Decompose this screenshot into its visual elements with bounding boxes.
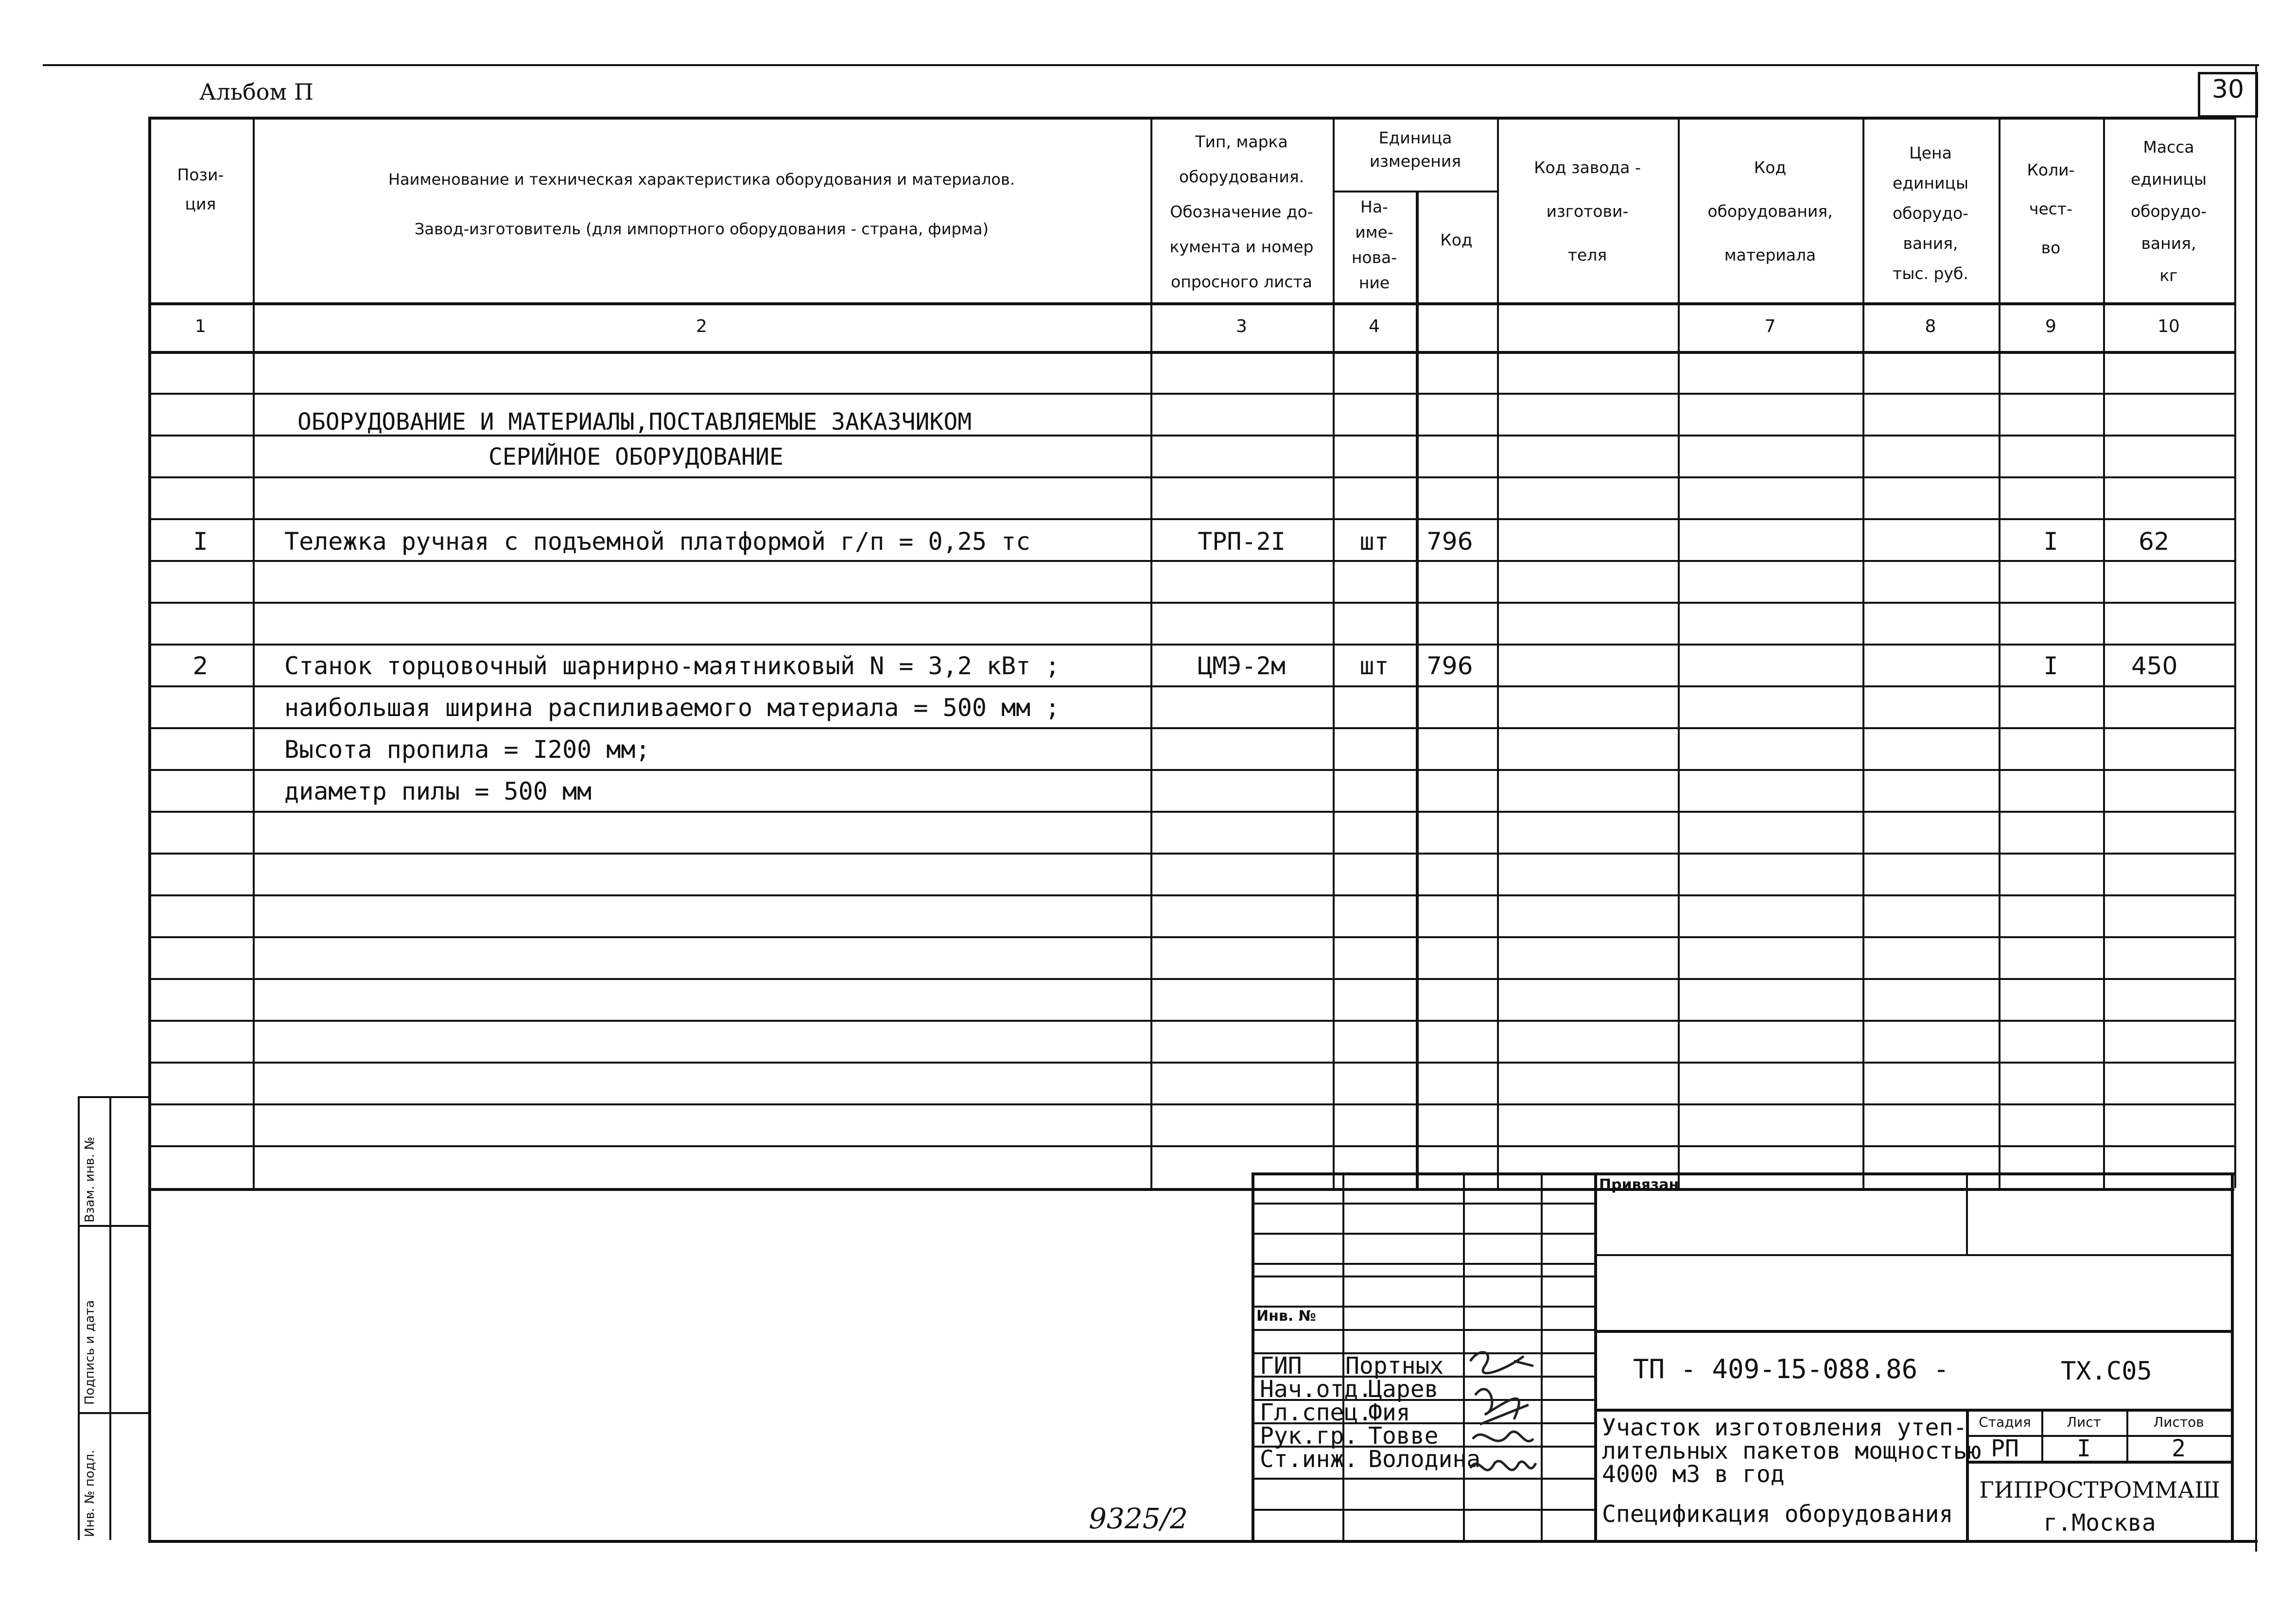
tb-line (1252, 1263, 1594, 1265)
header-factory-code: Код завода - изготови- теля (1534, 158, 1641, 264)
handwritten-ref: 9325/2 (1089, 1502, 1188, 1535)
side-line (78, 1096, 148, 1098)
col-number: 4 (1369, 316, 1380, 336)
tb-line (1594, 1172, 1597, 1540)
side-line (78, 1096, 80, 1540)
row-line (148, 936, 2234, 938)
row-line (148, 727, 2234, 729)
doc-title: Спецификация оборудования (1602, 1501, 1953, 1528)
tb-line (1594, 1409, 2231, 1412)
col-line (1497, 117, 1499, 1188)
col-number: 3 (1236, 316, 1247, 336)
header-bottom-line (148, 302, 2234, 305)
sheet-bottom-border (148, 1540, 2258, 1543)
tb-line (1463, 1172, 1465, 1540)
tb-line (1541, 1172, 1543, 1540)
tb-line (1966, 1172, 1968, 1254)
sheet-value: I (2077, 1435, 2091, 1462)
row-name-line: наибольшая ширина распиливаемого материала = 500 мм ; (284, 694, 1060, 722)
row-unit: шт (1359, 652, 1389, 680)
row-line (148, 1062, 2234, 1064)
header-name-line1: Наименование и техническая характеристика оборудования и материалов. (388, 170, 1015, 189)
side-line (109, 1096, 111, 1540)
title-line: 4000 м3 в год (1602, 1461, 1785, 1488)
row-line (148, 476, 2234, 478)
sheets-label: Листов (2153, 1414, 2204, 1430)
side-label-inv-orig: Инв. № подл. (83, 1450, 97, 1537)
tb-line (1252, 1172, 1254, 1540)
section-title: ОБОРУДОВАНИЕ И МАТЕРИАЛЫ,ПОСТАВЛЯЕМЫЕ ЗАКАЗЧИКОМ (297, 408, 972, 436)
row-mass: 62 (2139, 527, 2170, 556)
row-line (148, 1145, 2234, 1147)
header-type: Тип, марка оборудования. Обозначение до- кумента и номер опросного листа (1169, 132, 1314, 291)
signatures-graphic (1465, 1342, 1538, 1487)
row-line (148, 518, 2234, 520)
title-line: Участок изготовления утеп- (1602, 1414, 1967, 1441)
col-number: 9 (2045, 316, 2056, 336)
row-line (148, 644, 2234, 646)
row-unit-code: 796 (1426, 652, 1473, 680)
row-name-line: Высота пропила = I200 мм; (284, 735, 650, 764)
signer-role: Гл.спец. (1260, 1399, 1373, 1426)
sheet-top-border (43, 64, 2259, 66)
header-equipment-code: Код оборудования, материала (1707, 158, 1833, 264)
row-qty: I (2043, 652, 2058, 680)
row-line (148, 811, 2234, 813)
row-line (148, 393, 2234, 395)
row-line (148, 853, 2234, 855)
row-type: ЦМЭ-2м (1198, 652, 1286, 680)
row-unit-code: 796 (1426, 527, 1473, 556)
row-line (148, 978, 2234, 980)
section-subtitle: СЕРИЙНОЕ ОБОРУДОВАНИЕ (488, 443, 783, 471)
col-line (253, 117, 255, 1188)
sheet-label: Лист (2067, 1414, 2101, 1430)
col-number: 8 (1925, 316, 1936, 336)
row-line (148, 602, 2234, 604)
row-unit: шт (1359, 527, 1389, 556)
signer-name: Товве (1368, 1422, 1439, 1450)
tb-line (1252, 1509, 1594, 1511)
side-line (78, 1412, 148, 1414)
tb-line (1252, 1233, 1594, 1235)
page-number: 30 (2211, 75, 2244, 104)
signer-name: Фия (1368, 1399, 1410, 1426)
signer-role: Нач.отд. (1260, 1376, 1373, 1403)
col-line (1678, 117, 1680, 1188)
row-name-line: Станок торцовочный шарнирно-маятниковый N = 3,2 кВт ; (284, 652, 1060, 680)
signer-role: Рук.гр. (1260, 1422, 1358, 1450)
signer-name: Володина (1368, 1446, 1481, 1473)
header-unit-name: На- име- нова- ние (1351, 197, 1397, 292)
col-number: 1 (195, 316, 206, 336)
document-code: ТП - 409-15-088.86 - (1633, 1354, 1949, 1384)
tb-line (1252, 1276, 1594, 1277)
signer-name: Царев (1368, 1376, 1439, 1403)
signer-name: Портных (1345, 1352, 1444, 1380)
album-label: Альбом П (199, 79, 314, 105)
document-suffix: ТХ.С05 (2061, 1357, 2152, 1386)
side-line (78, 1225, 148, 1227)
col-number: 2 (696, 316, 707, 336)
table-bottom-line (148, 1188, 2234, 1191)
table-top-line (148, 117, 2234, 120)
row-line (148, 1020, 2234, 1022)
org-city: г.Москва (2043, 1509, 2156, 1537)
tb-line (1252, 1329, 1594, 1331)
row-line (148, 685, 2234, 687)
row-mass: 450 (2131, 652, 2178, 680)
col-line (1416, 191, 1419, 1188)
tb-line (1594, 1330, 2231, 1333)
title-line: лительных пакетов мощностью (1602, 1437, 1982, 1465)
side-label-sign-date: Подпись и дата (83, 1300, 97, 1405)
col-line (2234, 117, 2236, 1188)
sheet-right-border (2255, 64, 2257, 1552)
row-line (148, 1103, 2234, 1105)
row-line (148, 894, 2234, 896)
row-line (148, 769, 2234, 771)
row-position: I (193, 527, 208, 556)
tb-line (1342, 1172, 1344, 1540)
header-qty: Коли- чест- во (2027, 160, 2075, 257)
numbers-bottom-line (148, 351, 2234, 354)
header-position: Пози- ция (177, 165, 224, 213)
side-label-replace-inv: Взам. инв. № (83, 1136, 97, 1223)
header-unit: Единица измерения (1369, 128, 1461, 171)
tb-line (1252, 1172, 2234, 1175)
header-unit-code: Код (1440, 230, 1473, 249)
row-name-line: Тележка ручная с подъемной платформой г/п = 0,25 тс (284, 527, 1031, 556)
sheets-value: 2 (2172, 1435, 2186, 1462)
col-number: 7 (1764, 316, 1776, 336)
row-qty: I (2043, 527, 2058, 556)
org-name: ГИПРОСТРОММАШ (1979, 1477, 2220, 1503)
signer-role: ГИП (1260, 1352, 1302, 1380)
tb-line (1252, 1203, 1594, 1205)
row-name-line: диаметр пилы = 500 мм (284, 777, 592, 805)
unit-split-line (1333, 191, 1498, 192)
row-position: 2 (192, 652, 209, 680)
tb-line (1252, 1478, 1594, 1480)
tb-line (1594, 1254, 2231, 1256)
tb-line (2231, 1172, 2234, 1540)
linked-label: Привязан (1599, 1176, 1679, 1193)
stage-label: Стадия (1979, 1414, 2031, 1430)
row-type: ТРП-2I (1198, 527, 1286, 556)
inv-no-label: Инв. № (1256, 1308, 1316, 1325)
header-mass: Масса единицы оборудо- вания, кг (2130, 138, 2207, 285)
col-number: 10 (2157, 316, 2180, 336)
signer-role: Ст.инж. (1260, 1446, 1358, 1473)
header-price: Цена единицы оборудо- вания, тыс. руб. (1892, 143, 1969, 283)
header-name-line2: Завод-изготовитель (для импортного оборудования - страна, фирма) (415, 220, 989, 238)
stage-value: РП (1991, 1435, 2019, 1462)
row-line (148, 560, 2234, 562)
